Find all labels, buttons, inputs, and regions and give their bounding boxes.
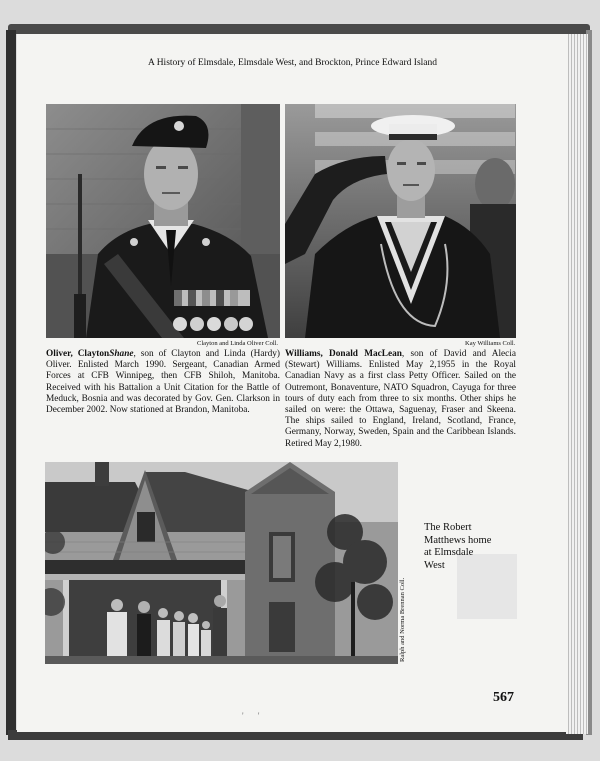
- caption-williams-text: , son of David and Alecia (Stewart) Williams. Enlisted May 2,1955 in the Royal Canadian Navy as a first class Petty Officer. Sailed on the Outremont, Bonaventure, NATO Squadron, Cayuga for three tours of duty each from three to six months. Other ships he sailed on were: the Ottawa, Saguenay, Fraser and Skeena. The ships sailed to England, Ireland, Scotland, France, Germany, Norway, Sweden, Spain and the Caribbean Islands. Retired May 2,1980.: [285, 349, 517, 449]
- caption-williams-name: Williams, Donald MacLean: [285, 349, 402, 359]
- caption-oliver: [46, 349, 280, 416]
- book-binding-top: [8, 24, 590, 34]
- photo3-caption: The Robert Matthews home at Elmsdale West: [424, 522, 492, 571]
- book-page: [17, 34, 568, 732]
- photo3-credit: Ralph and Norma Brennan Coll.: [399, 577, 406, 662]
- caption-oliver-text: , son of Clayton and Linda (Hardy) Oliver. Enlisted March 1990. Sergeant, Canadian Armed Forces at CFB Winnipeg, then CFB Shiloh, Manitoba. Received with his Battalion a Unit Citation for the Battle of Meduck, Bosnia and was decorated by Gov. Gen. Clarkson in December 2002. Now stationed at Brandon, Manitoba.: [46, 349, 280, 416]
- scan-marks: ' ': [242, 711, 266, 721]
- caption-oliver-name: Oliver, Clayton: [46, 349, 110, 359]
- caption-williams: [285, 349, 516, 450]
- page-number: 567: [493, 690, 514, 705]
- photo1-credit: Clayton and Linda Oliver Coll.: [197, 340, 279, 347]
- page-edges: [566, 34, 588, 734]
- sailor-saluting-photo: [285, 104, 516, 338]
- photo2-credit: Kay Williams Coll.: [465, 340, 516, 347]
- soldier-portrait-photo: [46, 104, 280, 338]
- book-binding-left: [6, 30, 16, 735]
- farmhouse-family-photo: [45, 462, 398, 664]
- caption-oliver-nickname: Shane: [109, 349, 134, 359]
- running-head: A History of Elmsdale, Elmsdale West, and Brockton, Prince Edward Island: [147, 58, 438, 68]
